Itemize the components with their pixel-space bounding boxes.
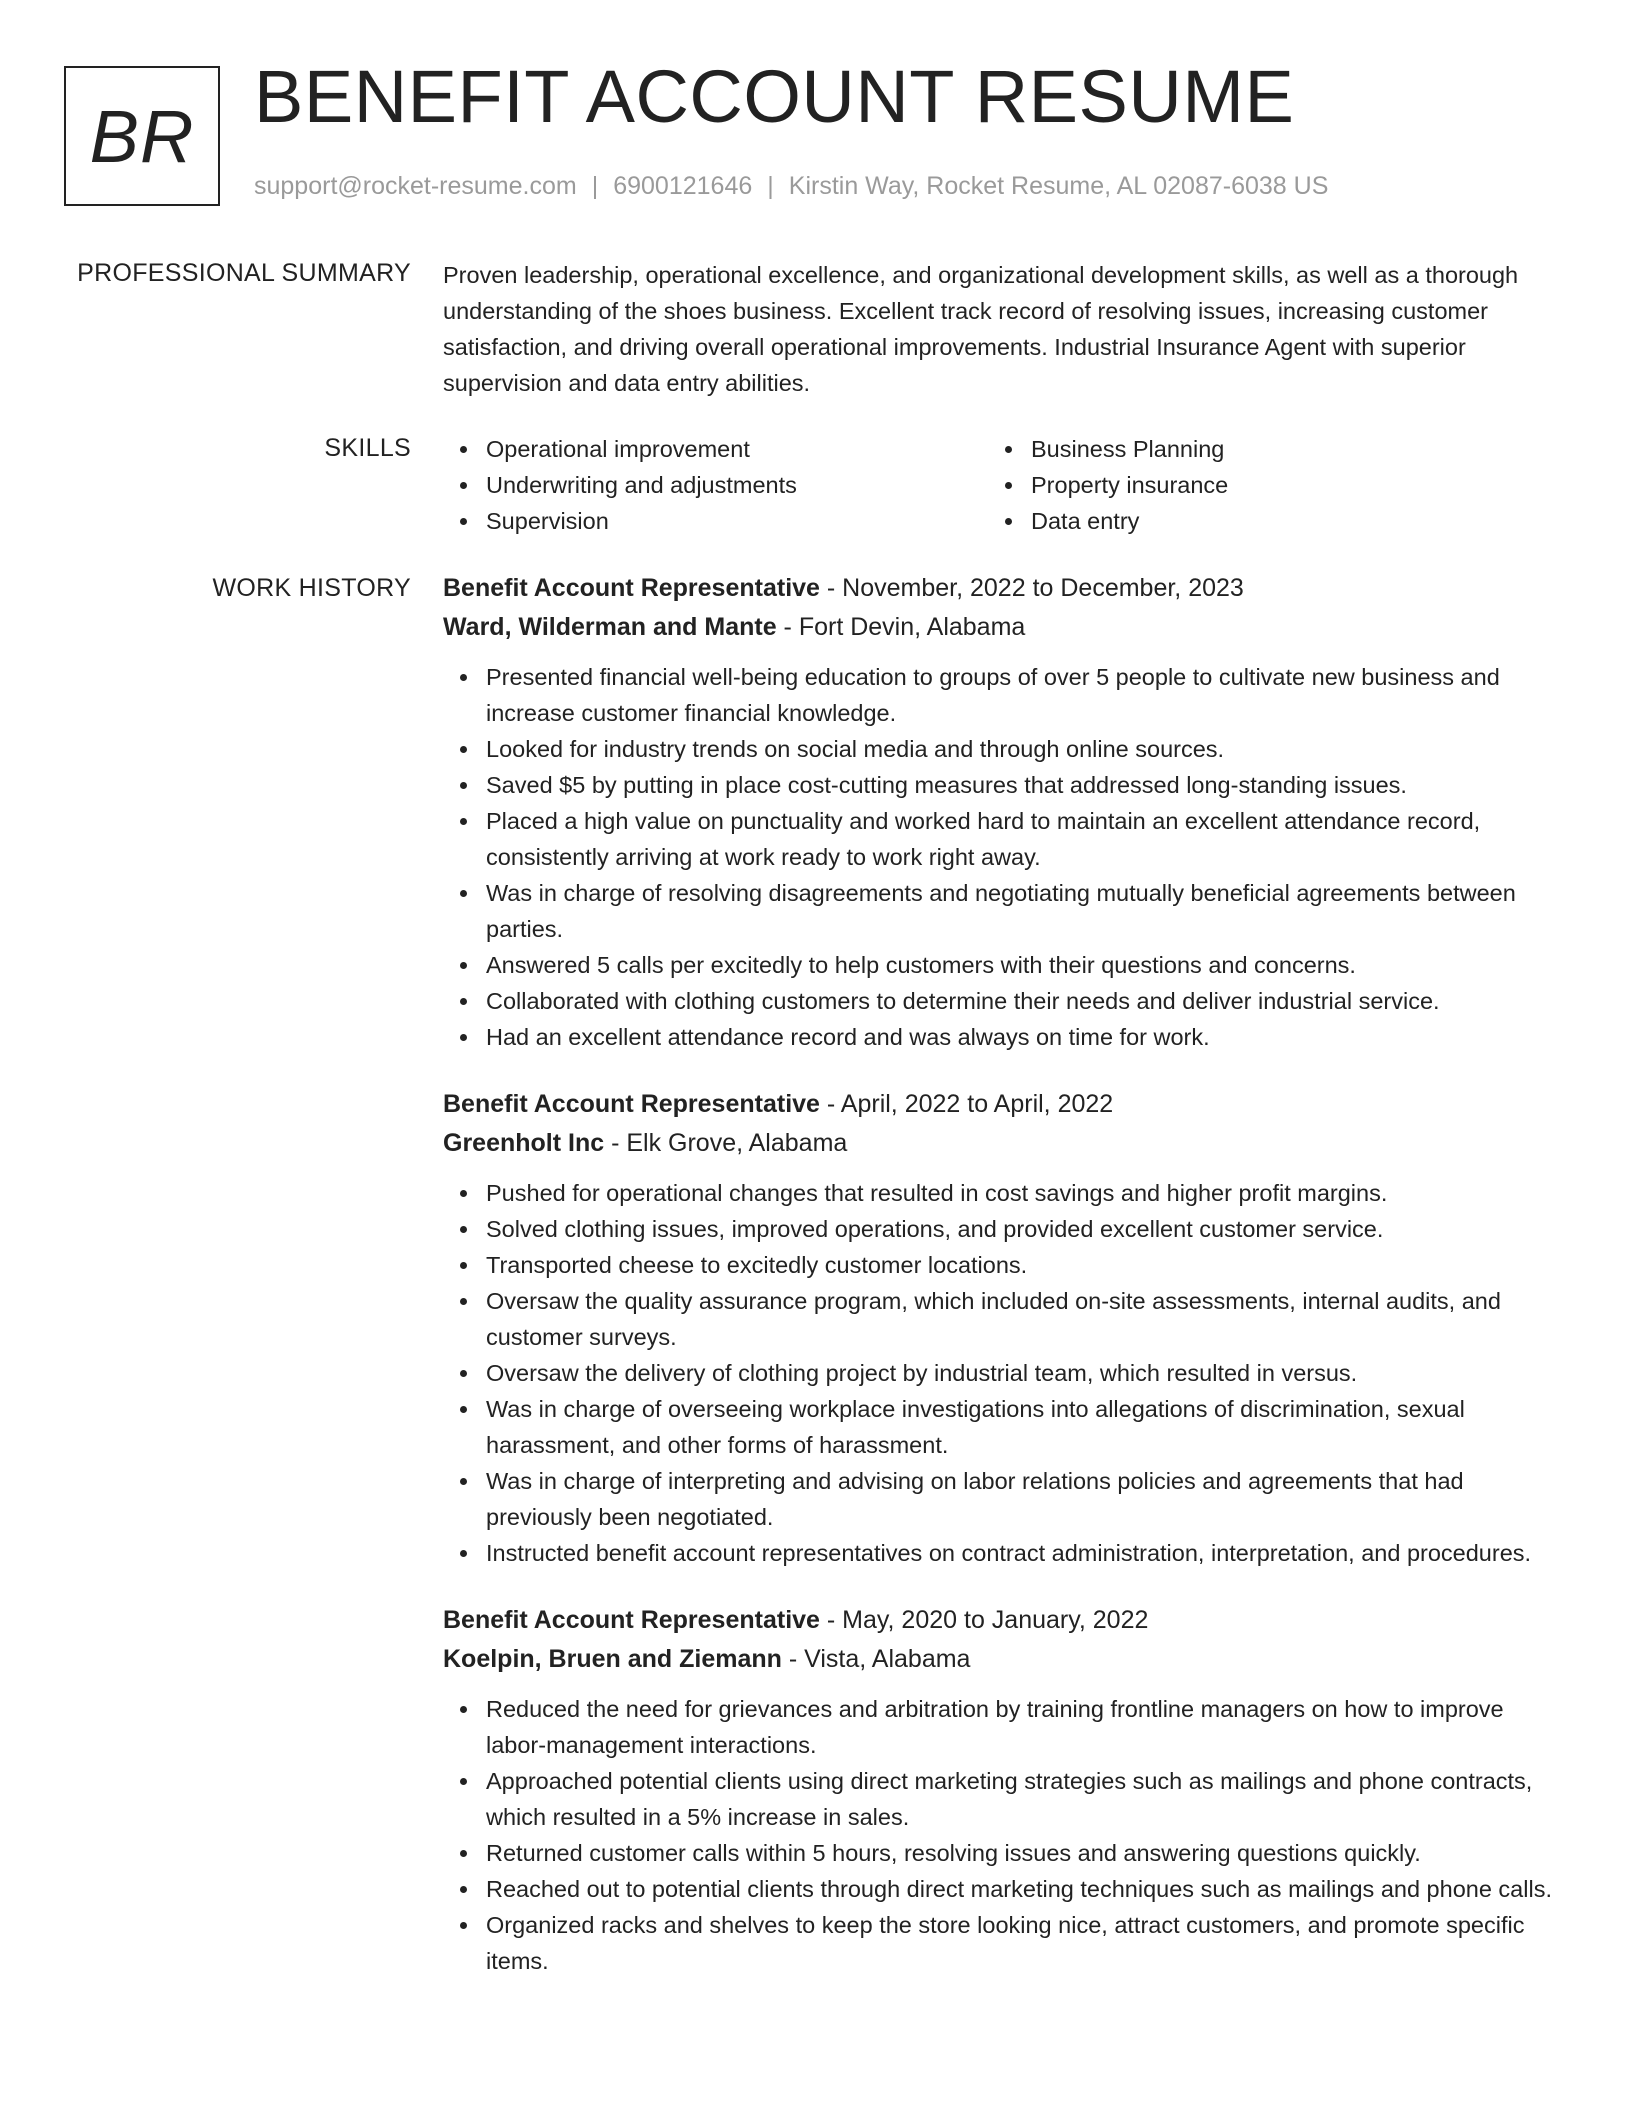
contact-address: Kirstin Way, Rocket Resume, AL 02087-6038 US <box>788 172 1329 200</box>
job-bullet: Was in charge of resolving disagreements and negotiating mutually beneficial agreements between parties. <box>443 875 1563 947</box>
job-bullet: Instructed benefit account representatives on contract administration, interpretation, and procedures. <box>443 1535 1563 1571</box>
employer-line <box>443 608 1563 647</box>
skill-item: Underwriting and adjustments <box>443 467 988 503</box>
skills-section <box>443 431 1563 539</box>
job-bullet: Saved $5 by putting in place cost-cutting measures that addressed long-standing issues. <box>443 767 1563 803</box>
contact-separator: | <box>767 172 774 200</box>
job-bullet: Approached potential clients using direct marketing strategies such as mailings and phone contracts, which resulted in a 5% increase in sales. <box>443 1763 1563 1835</box>
job-title-line <box>443 1601 1563 1640</box>
job-bullet: Presented financial well-being education to groups of over 5 people to cultivate new business and increase customer financial knowledge. <box>443 659 1563 731</box>
job-bullet: Answered 5 calls per excitedly to help customers with their questions and concerns. <box>443 947 1563 983</box>
employer-name: Koelpin, Bruen and Ziemann <box>443 1645 782 1673</box>
job-bullet: Had an excellent attendance record and was always on time for work. <box>443 1019 1563 1055</box>
skill-item: Property insurance <box>988 467 1533 503</box>
section-label-summary: PROFESSIONAL SUMMARY <box>77 259 411 287</box>
job-dates: - November, 2022 to December, 2023 <box>819 574 1244 602</box>
job-bullet: Collaborated with clothing customers to determine their needs and deliver industrial service. <box>443 983 1563 1019</box>
job-bullet: Reduced the need for grievances and arbitration by training frontline managers on how to improve labor-management interactions. <box>443 1691 1563 1763</box>
job-title-line <box>443 1085 1563 1124</box>
job-dates: - May, 2020 to January, 2022 <box>819 1606 1149 1634</box>
employer-location: - Vista, Alabama <box>781 1645 971 1673</box>
job-bullets <box>443 1691 1563 1979</box>
employer-location: - Fort Devin, Alabama <box>776 613 1026 641</box>
job-title: Benefit Account Representative <box>443 1606 820 1634</box>
job-title: Benefit Account Representative <box>443 574 820 602</box>
job-bullet: Reached out to potential clients through direct marketing techniques such as mailings and phone calls. <box>443 1871 1563 1907</box>
employer-name: Greenholt Inc <box>443 1129 605 1157</box>
employer-line <box>443 1124 1563 1163</box>
work-history-section <box>443 569 1563 2009</box>
job-entry <box>443 569 1563 1055</box>
job-bullet: Solved clothing issues, improved operations, and provided excellent customer service. <box>443 1211 1563 1247</box>
summary-section <box>443 257 1563 401</box>
contact-phone: 6900121646 <box>613 172 753 200</box>
summary-text: Proven leadership, operational excellence, and organizational development skills, as well as a thorough understanding of the shoes business. Excellent track record of resolving issues, increasing customer satisfaction, and driving overall operational improvements. Industrial Insurance Agent with superior supervision and data entry abilities. <box>443 262 1519 396</box>
job-bullet: Pushed for operational changes that resulted in cost savings and higher profit margins. <box>443 1175 1563 1211</box>
employer-line <box>443 1640 1563 1679</box>
employer-name: Ward, Wilderman and Mante <box>443 613 777 641</box>
contact-email: support@rocket-resume.com <box>254 172 577 200</box>
job-bullet: Was in charge of interpreting and advising on labor relations policies and agreements that had previously been negotiated. <box>443 1463 1563 1535</box>
resume-title: BENEFIT ACCOUNT RESUME <box>254 55 1295 138</box>
contact-line <box>254 172 1328 201</box>
job-entry <box>443 1085 1563 1571</box>
job-bullets <box>443 659 1563 1055</box>
job-dates: - April, 2022 to April, 2022 <box>819 1090 1114 1118</box>
job-entry <box>443 1601 1563 1979</box>
section-label-skills: SKILLS <box>324 434 411 462</box>
job-bullet: Organized racks and shelves to keep the store looking nice, attract customers, and promote specific items. <box>443 1907 1563 1979</box>
skills-list <box>443 431 1563 539</box>
skill-item: Operational improvement <box>443 431 988 467</box>
job-title-line <box>443 569 1563 608</box>
section-label-work-history: WORK HISTORY <box>212 574 411 602</box>
job-bullet: Placed a high value on punctuality and worked hard to maintain an excellent attendance record, consistently arriving at work ready to work right away. <box>443 803 1563 875</box>
job-bullet: Returned customer calls within 5 hours, resolving issues and answering questions quickly. <box>443 1835 1563 1871</box>
job-title: Benefit Account Representative <box>443 1090 820 1118</box>
job-bullet: Looked for industry trends on social media and through online sources. <box>443 731 1563 767</box>
skill-item: Business Planning <box>988 431 1533 467</box>
employer-location: - Elk Grove, Alabama <box>604 1129 848 1157</box>
skill-item: Data entry <box>988 503 1533 539</box>
job-bullet: Was in charge of overseeing workplace investigations into allegations of discrimination, sexual harassment, and other forms of harassment. <box>443 1391 1563 1463</box>
job-bullets <box>443 1175 1563 1571</box>
job-bullet: Oversaw the delivery of clothing project by industrial team, which resulted in versus. <box>443 1355 1563 1391</box>
monogram-badge: BR <box>64 66 220 206</box>
job-bullet: Transported cheese to excitedly customer locations. <box>443 1247 1563 1283</box>
job-bullet: Oversaw the quality assurance program, which included on-site assessments, internal audits, and customer surveys. <box>443 1283 1563 1355</box>
contact-separator: | <box>591 172 599 200</box>
skill-item: Supervision <box>443 503 988 539</box>
